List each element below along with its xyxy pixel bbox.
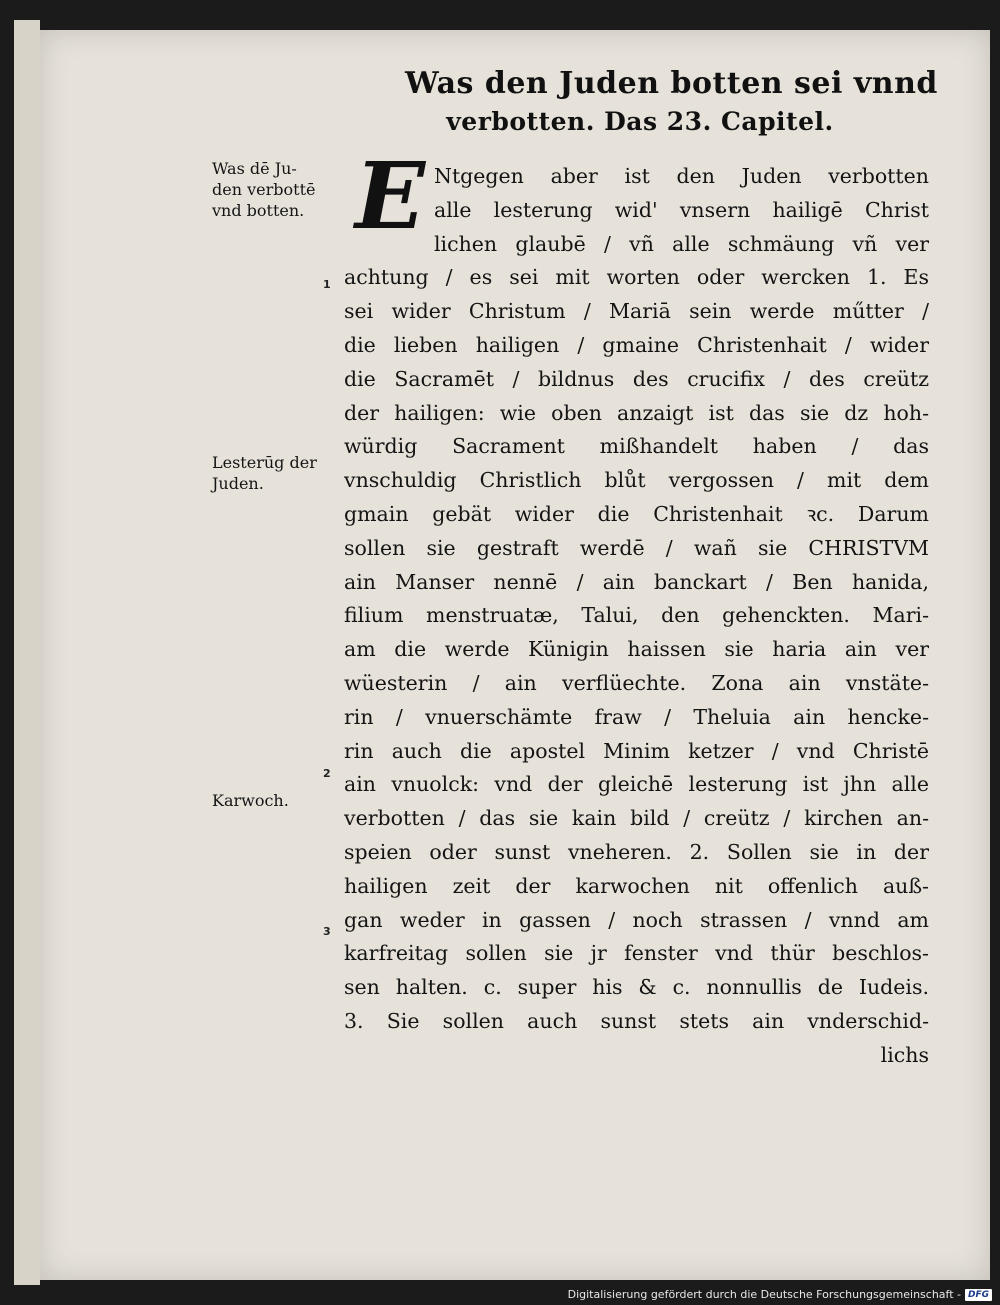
paragraph-marker: 3 xyxy=(323,925,331,938)
text-line: ain vnuolck: vnd der gleichē lesterung ist jhn alle xyxy=(344,772,929,797)
text-line: lichs xyxy=(880,1042,929,1067)
text-line: der hailigen: wie oben anzaigt ist das sie dz hoh- xyxy=(344,400,929,425)
margin-note-line: Juden. xyxy=(212,474,264,493)
text-line: achtung / es sei mit worten oder wercken 1. Es xyxy=(344,265,929,290)
paragraph-marker: 2 xyxy=(323,767,331,780)
heading-line-1: Was den Juden botten sei vnnd xyxy=(405,66,938,101)
body-text xyxy=(344,160,929,1073)
margin-note-lesterung xyxy=(212,452,317,494)
footer-credit: Digitalisierung gefördert durch die Deutsche Forschungsgemeinschaft - xyxy=(567,1288,961,1301)
text-line: verbotten / das sie kain bild / creütz / kirchen an- xyxy=(344,806,929,831)
text-line: filium menstruatæ, Talui, den gehenckten. Mari- xyxy=(344,603,929,628)
footer xyxy=(568,1288,992,1301)
text-line: rin / vnuerschämte fraw / Theluia ain hencke- xyxy=(344,704,929,729)
text-line: hailigen zeit der karwochen nit offenlich auß- xyxy=(344,873,929,898)
chapter-heading xyxy=(400,64,938,142)
text-line: alle lesterung wid' vnsern hailigē Christ xyxy=(434,197,929,222)
page-edge xyxy=(14,20,40,1285)
margin-note-line: vnd botten. xyxy=(212,201,305,220)
text-line: die lieben hailigen / gmaine Christenhait / wider xyxy=(344,332,929,357)
text-line: speien oder sunst vneheren. 2. Sollen sie in der xyxy=(344,839,929,864)
dfg-logo: DFG xyxy=(965,1289,992,1301)
paragraph-marker: 1 xyxy=(323,278,331,291)
text-line: karfreitag sollen sie jr fenster vnd thür beschlos- xyxy=(344,941,929,966)
margin-note-line: den verbottē xyxy=(212,180,316,199)
text-line: würdig Sacrament mißhandelt haben / das xyxy=(344,434,929,459)
text-line: sen halten. c. super his & c. nonnullis de Iudeis. xyxy=(344,975,929,1000)
text-line: die Sacramēt / bildnus des crucifix / des creütz xyxy=(344,366,929,391)
heading-line-2: verbotten. Das 23. Capitel. xyxy=(446,107,834,136)
margin-note-line: Karwoch. xyxy=(212,791,289,810)
text-line: gmain gebät wider die Christenhait ꝛc. Darum xyxy=(344,501,929,526)
text-line: wüesterin / ain verflüechte. Zona ain vnstäte- xyxy=(344,670,929,695)
text-line: ain Manser nennē / ain banckart / Ben hanida, xyxy=(344,569,929,594)
margin-note-line: Was dē Ju- xyxy=(212,159,297,178)
text-line: Ntgegen aber ist den Juden verbotten xyxy=(434,164,929,188)
text-line: sollen sie gestraft werdē / wañ sie CHRISTVM xyxy=(344,535,929,560)
text-line: am die werde Künigin haissen sie haria ain ver xyxy=(344,637,929,662)
margin-note-verbotten xyxy=(212,158,315,221)
text-line: sei wider Christum / Mariā sein werde műtter / xyxy=(344,299,929,324)
text-line: vnschuldig Christlich blůt vergossen / mit dem xyxy=(344,468,929,493)
text-line: lichen glaubē / vñ alle schmäung vñ ver xyxy=(434,231,929,256)
text-line: rin auch die apostel Minim ketzer / vnd Christē xyxy=(344,738,929,763)
text-line: gan weder in gassen / noch strassen / vnnd am xyxy=(344,907,929,932)
decorated-initial: E xyxy=(355,142,426,250)
text-line: 3. Sie sollen auch sunst stets ain vnderschid- xyxy=(344,1008,929,1033)
margin-note-line: Lesterūg der xyxy=(212,453,317,472)
margin-note-karwoch xyxy=(212,790,289,811)
